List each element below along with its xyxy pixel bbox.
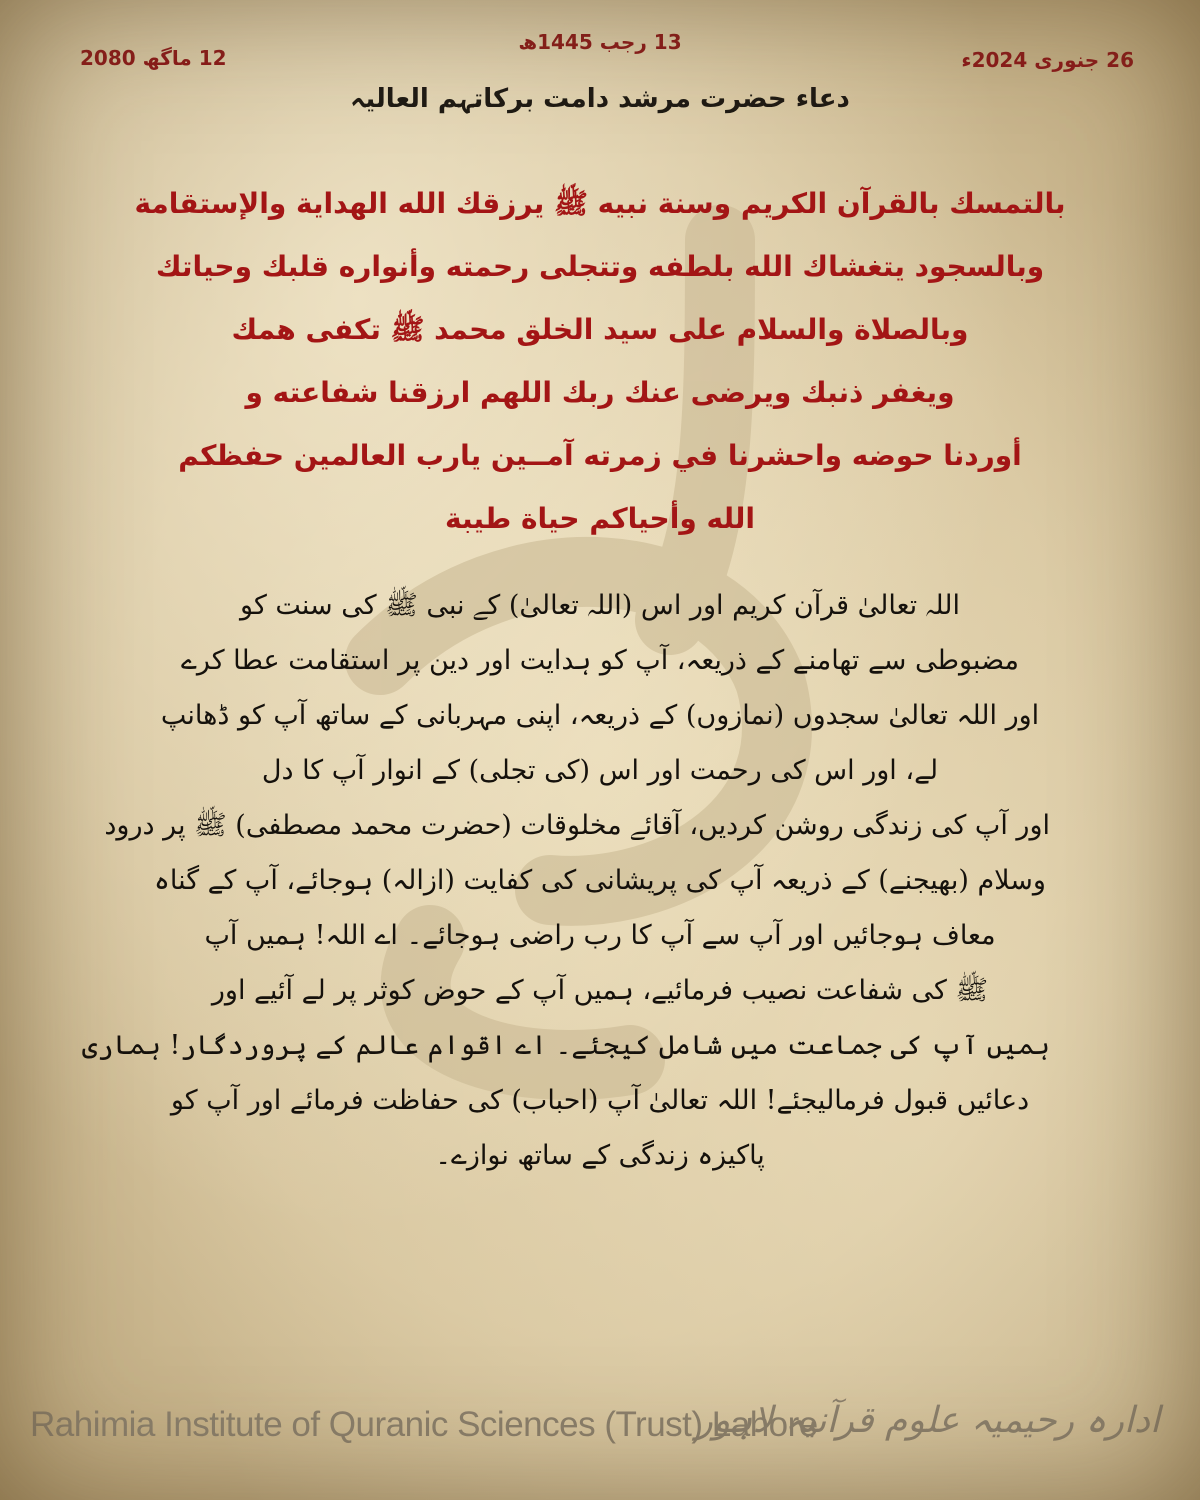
arabic-line: أوردنا حوضه واحشرنا في زمرته آمــين يارب العالمين حفظكم [178,439,1022,472]
arabic-line: وبالصلاة والسلام على سيد الخلق محمد ﷺ تكفى همك [231,313,969,346]
urdu-line: دعائیں قبول فرمالیجئے! اللہ تعالیٰ آپ (احباب) کی حفاظت فرمائے اور آپ کو [170,1085,1030,1116]
urdu-line: ہمیں آپ کی جماعت میں شامل کیجئے۔ اے اقوام عالم کے پروردگار! ہماری [81,1030,1050,1061]
arabic-line: بالتمسك بالقرآن الكريم وسنة نبيه ﷺ يرزقك الله الهداية والإستقامة [134,187,1066,220]
urdu-line: اور اللہ تعالیٰ سجدوں (نمازوں) کے ذریعہ، اپنی مہربانی کے ساتھ آپ کو ڈھانپ [160,700,1040,731]
gregorian-date: 26 جنوری 2024ء [961,48,1134,72]
urdu-line: معاف ہوجائیں اور آپ سے آپ کا رب راضی ہوجائے۔ اے اللہ! ہمیں آپ [204,920,996,951]
arabic-line: الله وأحياكم حياة طيبة [445,502,755,535]
hijri-date: 13 رجب 1445ھ [518,30,682,54]
arabic-line: وبالسجود يتغشاك الله بلطفه وتتجلى رحمته وأنواره قلبك وحياتك [155,250,1045,283]
urdu-translation [81,578,1050,1183]
urdu-line: وسلام (بھیجنے) کے ذریعہ آپ کی پریشانی کی کفایت (ازالہ) ہوجائے، آپ کے گناہ [154,865,1046,896]
page-title: دعاء حضرت مرشد دامت برکاتہم العالیہ [350,84,850,114]
institute-name-urdu-logo: ادارہ رحیمیہ علوم قرآنیہ لاہور [695,1400,1160,1441]
urdu-line: اور آپ کی زندگی روشن کردیں، آقائے مخلوقات (حضرت محمد مصطفی) ﷺ پر درود [104,810,1050,841]
institute-name-english: Rahimia Institute of Quranic Sciences (Trust) Lahore [30,1405,818,1444]
bikrami-date: 12 ماگھ 2080 [80,46,227,70]
urdu-line: اللہ تعالیٰ قرآن کریم اور اس (اللہ تعالیٰ) کے نبی ﷺ کی سنت کو [240,590,960,621]
urdu-line: پاکیزہ زندگی کے ساتھ نوازے۔ [435,1140,765,1171]
arabic-dua [90,172,1110,550]
urdu-line: لے، اور اس کی رحمت اور اس (کی تجلی) کے انوار آپ کا دل [261,755,939,786]
arabic-line: ويغفر ذنبك ويرضى عنك ربك اللهم ارزقنا شفاعته و [245,376,955,409]
urdu-line: مضبوطی سے تھامنے کے ذریعہ، آپ کو ہدایت اور دین پر استقامت عطا کرے [181,645,1019,676]
urdu-line: ﷺ کی شفاعت نصیب فرمائیے، ہمیں آپ کے حوض کوثر پر لے آئیے اور [211,975,989,1006]
